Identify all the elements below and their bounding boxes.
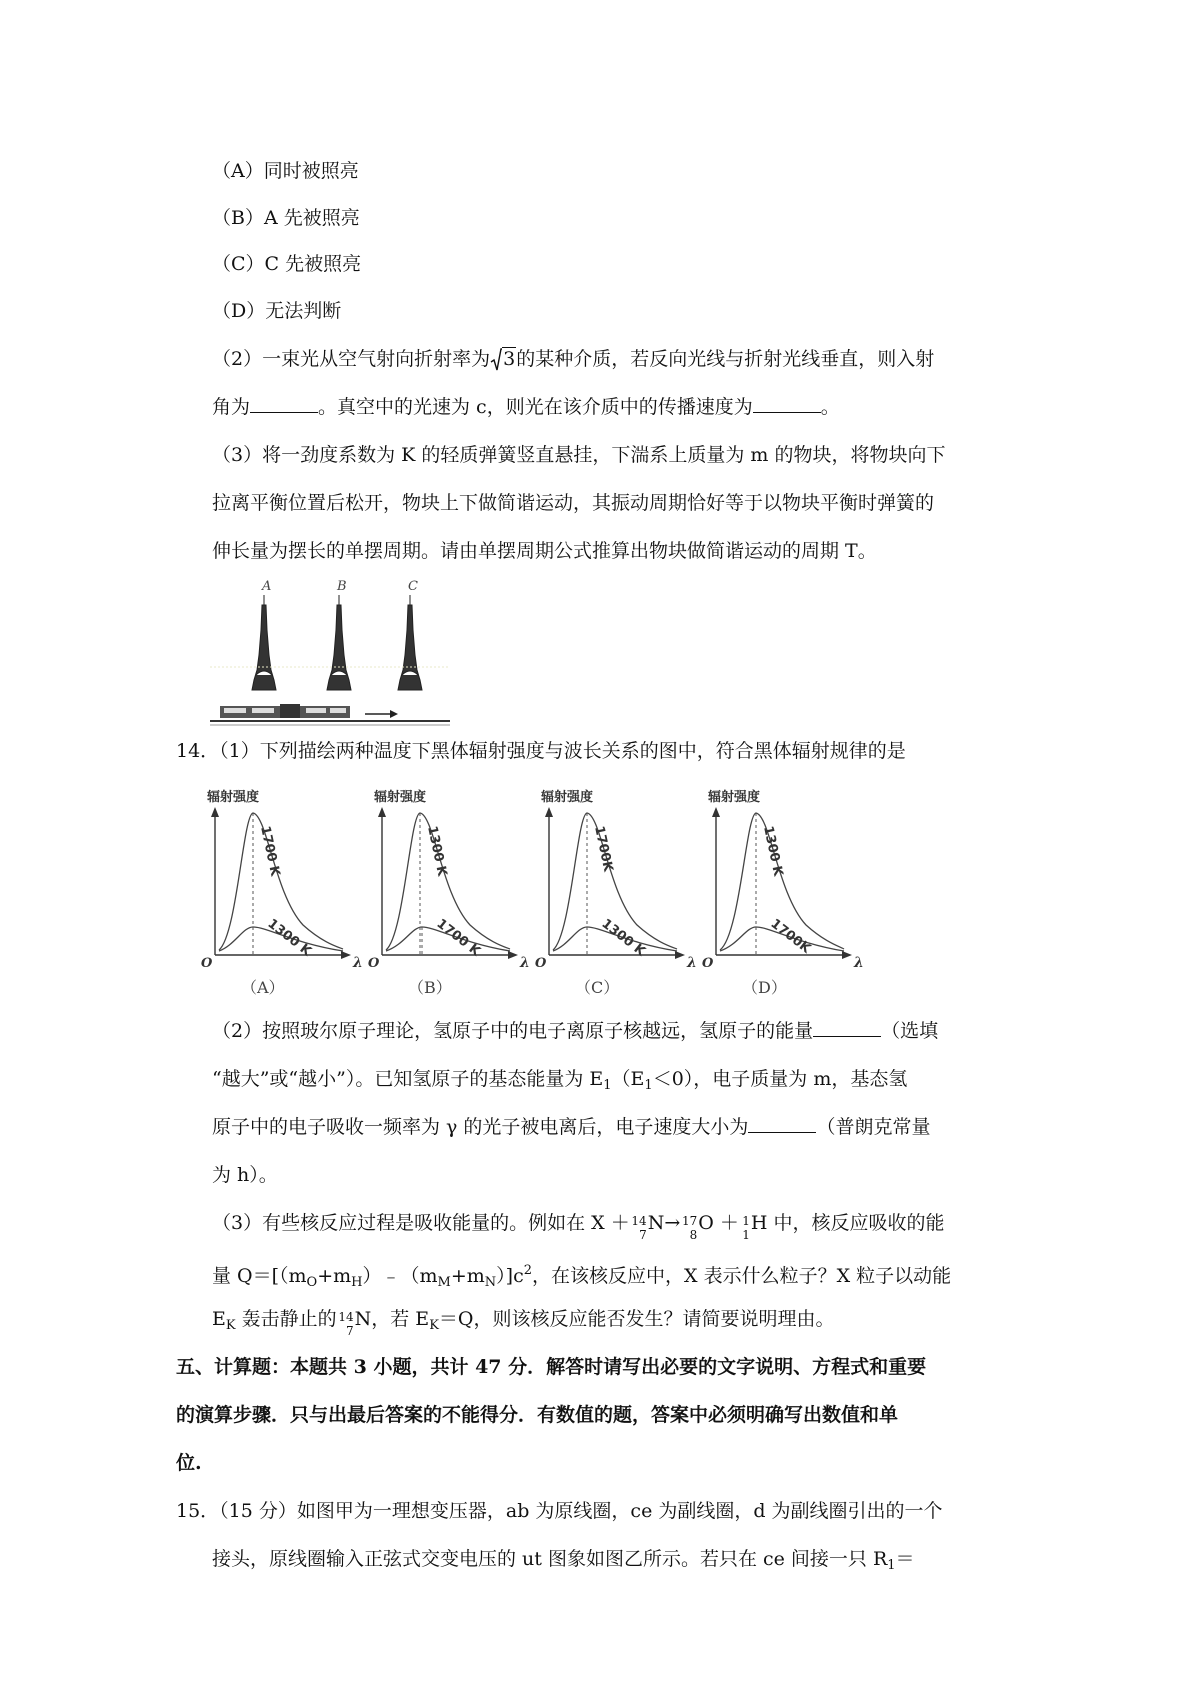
x-axis-label: λ [520,955,530,971]
y-axis-arrow-icon [211,807,219,817]
high-curve-label: 1700K [591,824,616,874]
x-axis-arrow-icon [842,951,852,959]
tower-label-c: C [408,579,418,594]
panel-tag: （B） [408,978,452,997]
train [210,704,450,725]
high-curve-label: 1300 K [424,824,450,878]
low-curve-label: 1700K [767,916,814,957]
answer-blank-speed[interactable] [753,394,821,413]
tower-c [398,579,422,690]
section5-line2: 的演算步骤．只与出最后答案的不能得分．有数值的题，答案中必须明确写出数值和单 [176,1404,899,1426]
q14-part3-line1: （3）有些核反应过程是吸收能量的。例如在 X ＋ 14 7 N→ 17 8 O ＋ 1 1 H 中，核反应吸收的能 [212,1212,945,1242]
q13-part3-line2: 拉离平衡位置后松开，物块上下做简谐运动，其振动周期恰好等于以物块平衡时弹簧的 [212,492,935,514]
q14-part2-line4: 为 h）。 [212,1164,278,1186]
y-axis-arrow-icon [545,807,553,817]
y-axis-label: 辐射强度 [708,790,761,805]
answer-blank-velocity[interactable] [748,1114,816,1133]
answer-blank-energy[interactable] [813,1018,881,1037]
chart-panel-2 [535,789,697,997]
answer-blank-angle[interactable] [250,394,318,413]
q14-part2-line3: 原子中的电子吸收一频率为 γ 的光子被电离后，电子速度大小为 （普朗克常量 [212,1116,931,1138]
choice-d: （D）无法判断 [212,300,342,322]
isotope-o17: 17 8 [681,1214,698,1242]
isotope-n14: 14 7 [631,1214,647,1242]
q14-part2-line2: “越大”或“越小”）。已知氢原子的基态能量为 $E_1(E_1<0)$，电子质量为 m，基态氢 [212,1068,908,1093]
sqrt-symbol: 3 [490,346,516,372]
y-axis-arrow-icon [378,807,386,817]
tower-label-b: B [337,579,347,594]
x-axis-label: λ [353,955,363,971]
origin-label: O [535,956,547,971]
choice-c: （C）C 先被照亮 [212,253,362,275]
tower-a [252,579,276,690]
tower-label-a: A [262,579,272,594]
blackbody-charts [201,785,865,1000]
chart-panel-0 [201,789,363,997]
q14-part2-line1: （2）按照玻尔原子理论，氢原子中的电子离原子核越远，氢原子的能量 （选填 [212,1020,939,1042]
y-axis-label: 辐射强度 [374,790,427,805]
isotope-h1: 1 1 [742,1214,750,1242]
isotope-n14-b: 14 7 [338,1310,354,1338]
low-curve-label: 1300 K [598,916,648,960]
tower-train-figure [210,575,450,730]
low-curve-label: 1300 K [264,916,314,960]
panel-tag: （D） [742,978,787,997]
x-axis-arrow-icon [675,951,685,959]
high-curve-label: 1700 K [257,824,283,878]
q14-part1: 14．（1）下列描绘两种温度下黑体辐射强度与波长关系的图中，符合黑体辐射规律的是 [176,740,906,762]
q14-part3-line2: 量 $Q=[(m_O+m_H)﹣(m_M+m_N)]c^2$，在该核反应中，X 表示什么粒子？X 粒子以动能 [212,1263,952,1290]
y-axis-label: 辐射强度 [541,790,594,805]
panel-tag: （A） [241,978,285,997]
y-axis-arrow-icon [712,807,720,817]
section5-line1: 五、计算题：本题共 3 小题，共计 47 分．解答时请写出必要的文字说明、方程式和重要 [176,1356,927,1378]
q13-part3-line3: 伸长量为摆长的单摆周期。请由单摆周期公式推算出物块做简谐运动的周期 T。 [212,540,877,562]
x-axis-label: λ [854,955,864,971]
radical-icon [490,348,502,372]
q14-part3-line3: $E_K$ 轰击静止的 14 7 N，若 $E_K=Q$，则该核反应能否发生？请简要说明理由。 [212,1308,835,1338]
q15-line2: 接头，原线圈输入正弦式交变电压的 ut 图象如图乙所示。若只在 ce 间接一只 $R_1=$ [212,1548,915,1573]
high-curve-label: 1300 K [760,824,786,878]
panel-tag: （C） [575,978,620,997]
origin-label: O [201,956,213,971]
arrow-right-icon [365,710,398,718]
q15-line1: 15．（15 分）如图甲为一理想变压器，ab 为原线圈，ce 为副线圈，d 为副线圈引出的一个 [176,1500,943,1522]
y-axis-label: 辐射强度 [207,790,260,805]
low-curve-label: 1700 K [433,916,483,960]
origin-label: O [368,956,380,971]
origin-label: O [702,956,714,971]
choice-b: （B）A 先被照亮 [212,207,360,229]
section5-line3: 位. [176,1452,202,1474]
choice-a: （A）同时被照亮 [212,160,359,182]
chart-panel-1 [368,789,530,997]
q13-part3-line1: （3）将一劲度系数为 K 的轻质弹簧竖直悬挂，下湍系上质量为 m 的物块，将物块向下 [212,444,946,466]
x-axis-label: λ [687,955,697,971]
chart-panel-3 [702,789,864,997]
x-axis-arrow-icon [508,951,518,959]
q13-part2-line1: （2）一束光从空气射向折射率为 3的某种介质，若反向光线与折射光线垂直，则入射 [212,348,935,370]
q13-part2-line2: 角为 。真空中的光速为 c，则光在该介质中的传播速度为 。 [212,396,840,418]
x-axis-arrow-icon [341,951,351,959]
tower-b [327,579,351,690]
